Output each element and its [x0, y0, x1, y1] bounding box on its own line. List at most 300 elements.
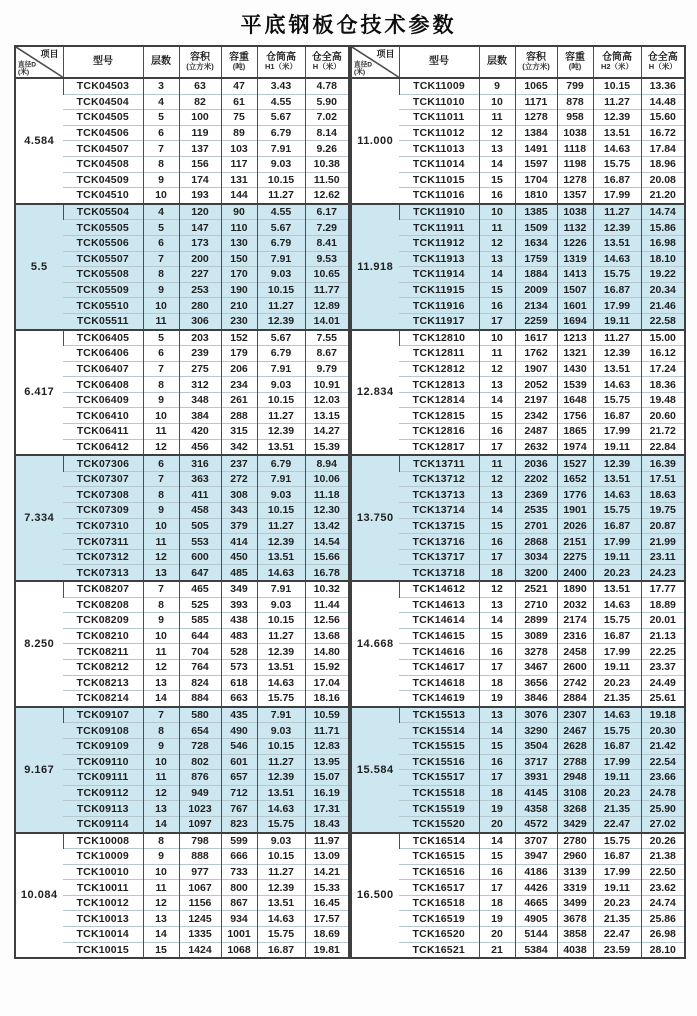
cyl-height-cell: 16.87	[593, 738, 641, 754]
layers-cell: 15	[479, 518, 515, 534]
layers-cell: 20	[479, 927, 515, 943]
diameter-cell: 15.584	[351, 707, 399, 833]
layers-cell: 7	[143, 251, 179, 267]
model-cell: TCK09110	[63, 754, 143, 770]
volume-cell: 1023	[179, 801, 221, 817]
table-row	[15, 927, 349, 943]
cyl-height-cell: 6.79	[257, 455, 305, 471]
cyl-height-cell: 15.75	[593, 613, 641, 629]
model-cell: TCK10014	[63, 927, 143, 943]
layers-cell: 7	[143, 361, 179, 377]
layers-cell: 17	[479, 770, 515, 786]
weight-cell: 2780	[557, 833, 593, 849]
layers-cell: 9	[143, 503, 179, 519]
weight-cell: 47	[221, 78, 257, 94]
total-height-cell: 14.80	[305, 644, 349, 660]
layers-cell: 16	[479, 754, 515, 770]
model-cell: TCK08210	[63, 628, 143, 644]
cyl-height-cell: 19.11	[593, 659, 641, 675]
total-height-cell: 16.45	[305, 895, 349, 911]
cyl-height-cell: 10.15	[257, 392, 305, 408]
layers-cell: 16	[479, 644, 515, 660]
total-height-cell: 22.58	[641, 313, 685, 329]
weight-cell: 546	[221, 738, 257, 754]
layers-cell: 14	[143, 816, 179, 832]
col-header-weight: 容重 (吨)	[557, 46, 593, 78]
cyl-height-cell: 16.87	[257, 942, 305, 958]
total-height-cell: 10.59	[305, 707, 349, 723]
cyl-height-cell: 14.63	[593, 377, 641, 393]
total-height-cell: 22.50	[641, 864, 685, 880]
diameter-cell: 10.084	[15, 833, 63, 959]
table-row	[15, 408, 349, 424]
weight-cell: 878	[557, 94, 593, 110]
table-row	[351, 204, 685, 220]
cyl-height-cell: 19.11	[593, 313, 641, 329]
model-cell: TCK04507	[63, 141, 143, 157]
model-cell: TCK07306	[63, 455, 143, 471]
cyl-height-cell: 9.03	[257, 833, 305, 849]
model-cell: TCK08212	[63, 659, 143, 675]
cyl-height-cell: 11.27	[593, 330, 641, 346]
layers-cell: 12	[479, 125, 515, 141]
volume-cell: 239	[179, 346, 221, 362]
cyl-height-cell: 4.55	[257, 94, 305, 110]
diameter-cell: 6.417	[15, 330, 63, 456]
model-cell: TCK14613	[399, 597, 479, 613]
cyl-height-cell: 13.51	[593, 235, 641, 251]
volume-cell: 203	[179, 330, 221, 346]
total-height-cell: 11.18	[305, 487, 349, 503]
weight-cell: 152	[221, 330, 257, 346]
weight-cell: 666	[221, 849, 257, 865]
volume-cell: 1171	[515, 94, 557, 110]
table-row	[15, 549, 349, 565]
cyl-height-cell: 7.91	[257, 141, 305, 157]
diameter-cell: 8.250	[15, 581, 63, 707]
total-height-cell: 20.60	[641, 408, 685, 424]
volume-cell: 3076	[515, 707, 557, 723]
total-height-cell: 16.19	[305, 785, 349, 801]
table-row	[15, 613, 349, 629]
total-height-cell: 7.29	[305, 220, 349, 236]
volume-cell: 100	[179, 110, 221, 126]
model-cell: TCK10011	[63, 880, 143, 896]
diameter-group	[351, 204, 685, 330]
volume-cell: 384	[179, 408, 221, 424]
cyl-height-cell: 16.87	[593, 408, 641, 424]
cyl-height-cell: 20.23	[593, 675, 641, 691]
volume-cell: 2134	[515, 298, 557, 314]
diameter-cell: 9.167	[15, 707, 63, 833]
layers-cell: 18	[479, 565, 515, 581]
table-row	[15, 361, 349, 377]
model-cell: TCK12816	[399, 424, 479, 440]
model-cell: TCK09112	[63, 785, 143, 801]
table-row	[351, 94, 685, 110]
total-height-cell: 11.71	[305, 723, 349, 739]
total-height-cell: 8.41	[305, 235, 349, 251]
cyl-height-cell: 21.35	[593, 691, 641, 707]
weight-cell: 2400	[557, 565, 593, 581]
cyl-height-cell: 13.51	[257, 659, 305, 675]
layers-cell: 9	[143, 172, 179, 188]
weight-cell: 190	[221, 282, 257, 298]
weight-cell: 237	[221, 455, 257, 471]
params-table-left	[14, 45, 350, 959]
cyl-height-cell: 13.51	[593, 125, 641, 141]
total-height-cell: 15.60	[641, 110, 685, 126]
layers-cell: 11	[143, 534, 179, 550]
weight-cell: 2742	[557, 675, 593, 691]
total-height-cell: 18.36	[641, 377, 685, 393]
cyl-height-cell: 13.51	[593, 581, 641, 597]
layers-cell: 9	[143, 392, 179, 408]
diameter-group	[15, 78, 349, 204]
table-row	[15, 754, 349, 770]
volume-cell: 1704	[515, 172, 557, 188]
model-cell: TCK11915	[399, 282, 479, 298]
model-cell: TCK13715	[399, 518, 479, 534]
cyl-height-cell: 19.11	[593, 880, 641, 896]
total-height-cell: 14.48	[641, 94, 685, 110]
model-cell: TCK12814	[399, 392, 479, 408]
cyl-height-cell: 13.51	[257, 895, 305, 911]
weight-cell: 618	[221, 675, 257, 691]
layers-cell: 13	[143, 565, 179, 581]
weight-cell: 663	[221, 691, 257, 707]
volume-cell: 173	[179, 235, 221, 251]
model-cell: TCK11910	[399, 204, 479, 220]
cyl-height-cell: 15.75	[257, 816, 305, 832]
layers-cell: 13	[143, 801, 179, 817]
diameter-cell: 7.334	[15, 455, 63, 581]
cyl-height-cell: 14.63	[257, 801, 305, 817]
weight-cell: 103	[221, 141, 257, 157]
layers-cell: 13	[143, 911, 179, 927]
table-row	[15, 770, 349, 786]
weight-cell: 1226	[557, 235, 593, 251]
table-row	[351, 172, 685, 188]
volume-cell: 2899	[515, 613, 557, 629]
weight-cell: 1694	[557, 313, 593, 329]
total-height-cell: 10.91	[305, 377, 349, 393]
total-height-cell: 17.24	[641, 361, 685, 377]
table-row	[351, 597, 685, 613]
volume-cell: 884	[179, 691, 221, 707]
model-cell: TCK05508	[63, 267, 143, 283]
table-row	[351, 313, 685, 329]
cyl-height-cell: 5.67	[257, 220, 305, 236]
layers-cell: 15	[479, 849, 515, 865]
weight-cell: 2600	[557, 659, 593, 675]
model-cell: TCK13711	[399, 455, 479, 471]
table-row	[15, 659, 349, 675]
total-height-cell: 8.14	[305, 125, 349, 141]
layers-cell: 16	[479, 188, 515, 204]
model-cell: TCK07307	[63, 471, 143, 487]
table-row	[351, 110, 685, 126]
total-height-cell: 19.81	[305, 942, 349, 958]
layers-cell: 16	[479, 864, 515, 880]
weight-cell: 1539	[557, 377, 593, 393]
model-cell: TCK11015	[399, 172, 479, 188]
header-row	[351, 46, 685, 78]
model-cell: TCK11010	[399, 94, 479, 110]
cyl-height-cell: 11.27	[593, 204, 641, 220]
cyl-height-cell: 12.39	[257, 313, 305, 329]
total-height-cell: 15.92	[305, 659, 349, 675]
layers-cell: 11	[479, 346, 515, 362]
total-height-cell: 15.39	[305, 439, 349, 455]
total-height-cell: 8.67	[305, 346, 349, 362]
total-height-cell: 15.86	[641, 220, 685, 236]
cyl-height-cell: 21.35	[593, 801, 641, 817]
model-cell: TCK13712	[399, 471, 479, 487]
weight-cell: 800	[221, 880, 257, 896]
weight-cell: 2788	[557, 754, 593, 770]
weight-cell: 1319	[557, 251, 593, 267]
volume-cell: 3846	[515, 691, 557, 707]
volume-cell: 3931	[515, 770, 557, 786]
cyl-height-cell: 16.87	[593, 628, 641, 644]
weight-cell: 3108	[557, 785, 593, 801]
cyl-height-cell: 11.27	[257, 864, 305, 880]
volume-cell: 2701	[515, 518, 557, 534]
total-height-cell: 9.79	[305, 361, 349, 377]
model-cell: TCK12817	[399, 439, 479, 455]
cyl-height-cell: 14.63	[593, 707, 641, 723]
model-cell: TCK06410	[63, 408, 143, 424]
volume-cell: 275	[179, 361, 221, 377]
cyl-height-cell: 17.99	[593, 424, 641, 440]
weight-cell: 2151	[557, 534, 593, 550]
weight-cell: 1038	[557, 204, 593, 220]
weight-cell: 1213	[557, 330, 593, 346]
total-height-cell: 20.08	[641, 172, 685, 188]
table-row	[15, 313, 349, 329]
total-height-cell: 18.63	[641, 487, 685, 503]
cyl-height-cell: 20.23	[593, 565, 641, 581]
layers-cell: 5	[143, 110, 179, 126]
model-cell: TCK06408	[63, 377, 143, 393]
weight-cell: 3499	[557, 895, 593, 911]
cyl-height-cell: 13.51	[257, 785, 305, 801]
table-row	[15, 895, 349, 911]
volume-cell: 824	[179, 675, 221, 691]
cyl-height-cell: 4.55	[257, 204, 305, 220]
table-row	[351, 927, 685, 943]
volume-cell: 888	[179, 849, 221, 865]
table-row	[15, 298, 349, 314]
total-height-cell: 14.54	[305, 534, 349, 550]
layers-cell: 13	[479, 141, 515, 157]
model-cell: TCK04504	[63, 94, 143, 110]
total-height-cell: 25.90	[641, 801, 685, 817]
weight-cell: 2960	[557, 849, 593, 865]
cyl-height-cell: 17.99	[593, 644, 641, 660]
weight-cell: 657	[221, 770, 257, 786]
layers-cell: 19	[479, 801, 515, 817]
diameter-group	[351, 455, 685, 581]
volume-cell: 654	[179, 723, 221, 739]
layers-cell: 18	[479, 895, 515, 911]
table-row	[351, 675, 685, 691]
layers-cell: 9	[143, 613, 179, 629]
model-cell: TCK14619	[399, 691, 479, 707]
table-row	[351, 377, 685, 393]
volume-cell: 174	[179, 172, 221, 188]
model-cell: TCK09108	[63, 723, 143, 739]
volume-cell: 5384	[515, 942, 557, 958]
weight-cell: 1357	[557, 188, 593, 204]
model-cell: TCK09109	[63, 738, 143, 754]
cyl-height-cell: 6.79	[257, 125, 305, 141]
col-header-cyl-height: 仓筒高 H1（米）	[257, 46, 305, 78]
col-header-layers: 层数	[143, 46, 179, 78]
volume-cell: 2009	[515, 282, 557, 298]
layers-cell: 14	[479, 503, 515, 519]
cyl-height-cell: 16.87	[593, 849, 641, 865]
total-height-cell: 14.21	[305, 864, 349, 880]
total-height-cell: 14.74	[641, 204, 685, 220]
total-height-cell: 13.36	[641, 78, 685, 94]
model-cell: TCK16518	[399, 895, 479, 911]
total-height-cell: 25.86	[641, 911, 685, 927]
weight-cell: 483	[221, 628, 257, 644]
weight-cell: 349	[221, 581, 257, 597]
total-height-cell: 6.17	[305, 204, 349, 220]
table-row	[15, 172, 349, 188]
model-cell: TCK09114	[63, 816, 143, 832]
layers-cell: 9	[479, 78, 515, 94]
weight-cell: 131	[221, 172, 257, 188]
cyl-height-cell: 11.27	[257, 754, 305, 770]
table-row	[351, 424, 685, 440]
model-cell: TCK13716	[399, 534, 479, 550]
weight-cell: 450	[221, 549, 257, 565]
table-row	[351, 439, 685, 455]
silo-parameters-table	[14, 45, 686, 959]
total-height-cell: 15.33	[305, 880, 349, 896]
col-header-model: 型号	[63, 46, 143, 78]
volume-cell: 977	[179, 864, 221, 880]
col-header-total-height: 仓全高 H（米）	[641, 46, 685, 78]
model-cell: TCK11912	[399, 235, 479, 251]
weight-cell: 733	[221, 864, 257, 880]
total-height-cell: 17.04	[305, 675, 349, 691]
cyl-height-cell: 10.15	[257, 172, 305, 188]
table-row	[15, 849, 349, 865]
table-row	[15, 534, 349, 550]
total-height-cell: 11.77	[305, 282, 349, 298]
volume-cell: 580	[179, 707, 221, 723]
volume-cell: 3504	[515, 738, 557, 754]
model-cell: TCK08211	[63, 644, 143, 660]
weight-cell: 393	[221, 597, 257, 613]
layers-cell: 14	[479, 156, 515, 172]
volume-cell: 3467	[515, 659, 557, 675]
total-height-cell: 24.23	[641, 565, 685, 581]
cyl-height-cell: 15.75	[593, 156, 641, 172]
total-height-cell: 21.20	[641, 188, 685, 204]
table-row	[351, 849, 685, 865]
model-cell: TCK04505	[63, 110, 143, 126]
total-height-cell: 10.32	[305, 581, 349, 597]
layers-cell: 14	[479, 723, 515, 739]
model-cell: TCK06406	[63, 346, 143, 362]
table-row	[351, 361, 685, 377]
layers-cell: 12	[479, 235, 515, 251]
diameter-group	[15, 833, 349, 959]
cyl-height-cell: 13.51	[593, 361, 641, 377]
table-row	[351, 644, 685, 660]
total-height-cell: 11.97	[305, 833, 349, 849]
volume-cell: 1509	[515, 220, 557, 236]
weight-cell: 823	[221, 816, 257, 832]
layers-cell: 10	[479, 204, 515, 220]
layers-cell: 11	[479, 455, 515, 471]
table-row	[351, 346, 685, 362]
table-row	[351, 503, 685, 519]
volume-cell: 4665	[515, 895, 557, 911]
model-cell: TCK07308	[63, 487, 143, 503]
table-row	[15, 110, 349, 126]
diameter-cell: 5.5	[15, 204, 63, 330]
diameter-group	[351, 330, 685, 456]
layers-cell: 5	[143, 330, 179, 346]
volume-cell: 1245	[179, 911, 221, 927]
volume-cell: 3717	[515, 754, 557, 770]
cyl-height-cell: 5.67	[257, 330, 305, 346]
volume-cell: 585	[179, 613, 221, 629]
weight-cell: 1507	[557, 282, 593, 298]
cyl-height-cell: 15.75	[593, 503, 641, 519]
model-cell: TCK07313	[63, 565, 143, 581]
layers-cell: 14	[479, 392, 515, 408]
layers-cell: 8	[143, 156, 179, 172]
model-cell: TCK08209	[63, 613, 143, 629]
volume-cell: 2521	[515, 581, 557, 597]
corner-project-label: 项目	[376, 49, 395, 59]
volume-cell: 3089	[515, 628, 557, 644]
total-height-cell: 17.51	[641, 471, 685, 487]
weight-cell: 170	[221, 267, 257, 283]
model-cell: TCK14614	[399, 613, 479, 629]
table-row	[351, 125, 685, 141]
model-cell: TCK11911	[399, 220, 479, 236]
cyl-height-cell: 10.15	[257, 738, 305, 754]
weight-cell: 3319	[557, 880, 593, 896]
volume-cell: 193	[179, 188, 221, 204]
model-cell: TCK07309	[63, 503, 143, 519]
table-row	[15, 267, 349, 283]
cyl-height-cell: 12.39	[257, 770, 305, 786]
diameter-cell: 14.668	[351, 581, 399, 707]
table-row	[15, 424, 349, 440]
table-row	[351, 220, 685, 236]
volume-cell: 227	[179, 267, 221, 283]
layers-cell: 13	[479, 487, 515, 503]
model-cell: TCK05510	[63, 298, 143, 314]
weight-cell: 2458	[557, 644, 593, 660]
total-height-cell: 12.89	[305, 298, 349, 314]
cyl-height-cell: 7.91	[257, 581, 305, 597]
volume-cell: 420	[179, 424, 221, 440]
model-cell: TCK05506	[63, 235, 143, 251]
layers-cell: 17	[479, 439, 515, 455]
weight-cell: 767	[221, 801, 257, 817]
